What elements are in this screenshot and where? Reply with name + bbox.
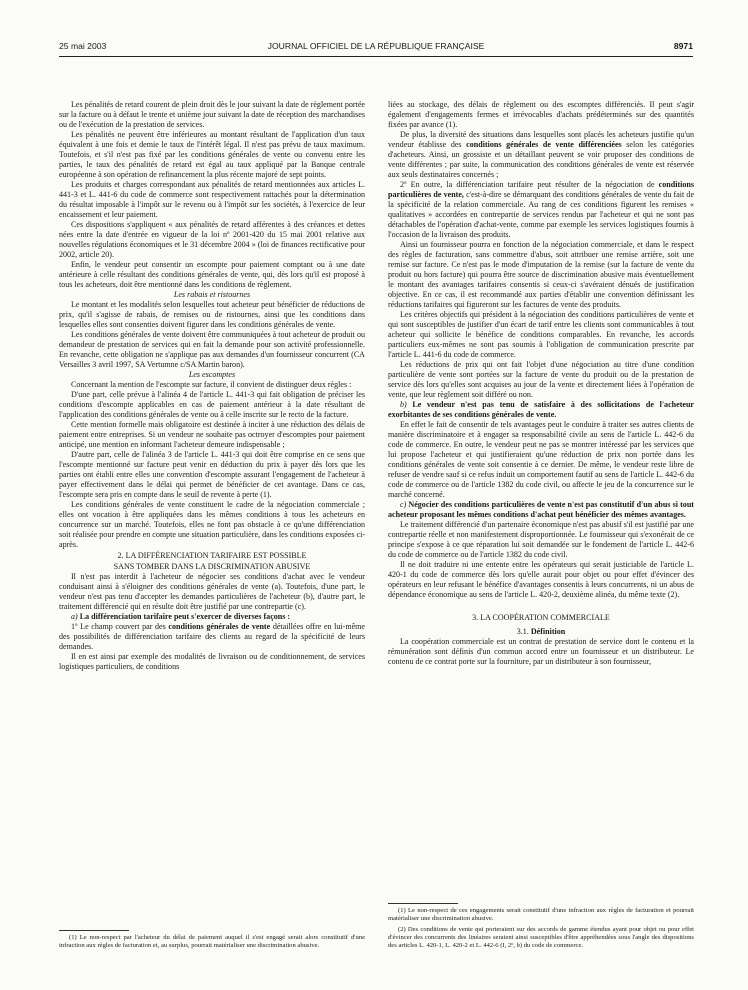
footnote: (1) Le non-respect par l'acheteur du délai de paiement auquel il s'est engagé serait alors constitutif d'une infraction aux règles de facturation et, au surplus, pourrait matérialiser une discrimination abusive. [59, 934, 365, 950]
subsection-heading-3-1: 3.1. Définition [516, 627, 566, 636]
paragraph: En effet le fait de consentir de tels avantages peut le conduire à traiter ses autres clients de manière discriminatoire et à engager sa responsabilité civile au sens de l'article L. 442-6 du code de commerce. En outre, le vendeur peut ne pas se montrer intéressé par les services que lui propose l'acheteur et qui justifieraient qu'une réduction de prix non portée dans les conditions générales de vente soit consentie à ce dernier. De même, le vendeur reste libre de refuser de vendre sauf si ce refus induit un comportement fautif au sens de l'article L. 442-6 du code de commerce ou de l'article 1382 du code civil, ou affecte le jeu de la concurrence sur le marché concerné. [388, 420, 694, 499]
paragraph: Les critères objectifs qui président à la négociation des conditions particulières de vente et qui sont susceptibles de justifier d'un écart de tarif entre les clients sont communicables à tout acheteur qui sollicite le bénéfice de conditions comparables. En revanche, les accords particuliers eux-mêmes ne sont pas soumis à l'obligation de communication prescrite par l'article L. 441-6 du code de commerce. [388, 310, 694, 359]
paragraph: Il n'est pas interdit à l'acheteur de négocier ses conditions d'achat avec le vendeur conduisant ainsi à s'éloigner des conditions générales de vente (a). Toutefois, d'une part, le vendeur n'est pas tenu d'accepter les demandes particulières de l'acheteur (b), d'autre part, le traitement différencié qui en résulte doit être justifié par une contrepartie (c). [59, 572, 365, 611]
subheading-rabais: Les rabais et ristournes [173, 290, 251, 299]
left-column [59, 100, 365, 672]
paragraph: 1º Le champ couvert par des conditions générales de vente détaillées offre en lui-même des possibilités de différenciation tarifaire des clients au regard de la spécificité de leurs demandes. [59, 622, 366, 651]
header-rule [59, 56, 693, 57]
footnote-rule [59, 930, 129, 931]
paragraph: Les conditions générales de vente constituent le cadre de la négociation commerciale ; elles ont vocation à être appliquées dans les mêmes conditions à tous les acheteurs en concurrence sur un marché. Toutefois, elles ne font pas obstacle à ce qu'une différenciation soit réalisée pour prendre en compte une situation particulière, dans les conditions exposées ci-après. [59, 500, 365, 549]
paragraph: 2º En outre, la différenciation tarifaire peut résulter de la négociation de conditions particulières de vente, c'est-à-dire se démarquant des conditions générales de vente du fait de la spécificité de la relation commerciale. Au rang de ces conditions figurent les remises « qualitatives » accordées en contrepartie de services rendus par l'acheteur et qui ne sont pas détachables de l'opération d'achat-vente, comme par exemple les services logistiques fournis à l'occasion de la livraison des produits. [388, 180, 695, 239]
paragraph: liées au stockage, des délais de règlement ou des escomptes différenciés. Il peut s'agir également d'engagements fermes et irrévocables d'achats prédéterminés sur des quantités fixées par avance (1). [388, 100, 694, 129]
section-heading-line: 2. LA DIFFÉRENCIATION TARIFAIRE EST POSSIBLE [117, 551, 307, 560]
paragraph: Il en est ainsi par exemple des modalités de livraison ou de conditionnement, de services logistiques particuliers, de conditions [59, 652, 365, 671]
paragraph: Cette mention formelle mais obligatoire est destinée à inciter à une réduction des délais de paiement entre entreprises. Si un vendeur ne souhaite pas octroyer d'escomptes pour paiement anticipé, une mention en informant l'acheteur demeure indispensable ; [59, 420, 365, 449]
paragraph: Enfin, le vendeur peut consentir un escompte pour paiement comptant ou à une date antérieure à celle résultant des conditions générales de vente, qui, dès lors qu'il est proposé à tous les acheteurs, doit être mentionné dans les conditions de règlement. [59, 260, 365, 289]
footnote-rule [388, 903, 458, 904]
header-page-number: 8971 [673, 41, 693, 51]
paragraph: Ainsi un fournisseur pourra en fonction de la négociation commerciale, et dans le respect des règles de facturation, sans commettre d'abus, soit attribuer une remise arrière, soit une remise sur facture. Ce n'est pas le mode d'imputation de la remise (sur la facture de vente du produit ou hors facture) qui pourra être source de discrimination abusive mais éventuellement le montant des avantages tarifaires consentis si ceux-ci s'avéraient dénués de justification objective. En ce cas, il est recommandé aux parties d'établir une convention définissant les réductions tarifaires qui figureront sur les factures de vente des produits. [388, 240, 694, 309]
paragraph: Il ne doit traduire ni une entente entre les opérateurs qui serait justiciable de l'article L. 420-1 du code de commerce dès lors qu'elle aurait pour objet ou pour effet d'évincer des opérateurs en leur refusant le bénéfice d'avantages consentis à leurs concurrents, ni un abus de dépendance économique au sens de l'article L. 420-2, deuxième alinéa, du même texte (2). [388, 560, 694, 599]
point-b: b) Le vendeur n'est pas tenu de satisfaire à des sollicitations de l'acheteur exorbitantes de ses conditions générales de vente. [388, 400, 694, 419]
paragraph: Ces dispositions s'appliquent « aux pénalités de retard afférentes à des créances et dettes nées entre la date d'entrée en vigueur de la loi nº 2001-420 du 15 mai 2001 relative aux nouvelles régulations économiques et le 31 décembre 2004 » (loi de finances rectificative pour 2002, article 20). [59, 220, 365, 259]
right-column [388, 100, 694, 667]
paragraph: Le traitement différencié d'un partenaire économique n'est pas abusif s'il est justifié par une contrepartie réelle et non manifestement disproportionnée. Le fournisseur qui s'exonérait de ce principe s'expose à ce que réparation lui soit demandée sur le fondement de l'article L. 442-6 du code de commerce ou de l'article 1382 du code civil. [388, 520, 695, 559]
page-header [59, 41, 693, 55]
right-footnotes [388, 903, 694, 952]
footnote: (1) Le non-respect de ces engagements serait constitutif d'une infraction aux règles de facturation et pourrait matérialiser une discrimination abusive. [388, 907, 694, 923]
point-a: a) La différenciation tarifaire peut s'exercer de diverses façons : [71, 612, 291, 621]
section-heading-line: SANS TOMBER DANS LA DISCRIMINATION ABUSIVE [113, 562, 311, 571]
paragraph: Les conditions générales de vente doivent être communiquées à tout acheteur de produit ou demandeur de prestation de services qui en fait la demande pour son activité professionnelle. En revanche, cette obligation ne s'applique pas aux demandes d'un fournisseur concurrent (CA Versailles 3 avril 1997, SA Vertumne c/SA Martin baron). [59, 330, 365, 369]
paragraph: Les pénalités de retard courent de plein droit dès le jour suivant la date de règlement portée sur la facture ou à défaut le trente et unième jour suivant la date de réception des marchandises ou de l'exécution de la prestation de services. [59, 100, 365, 129]
paragraph: De plus, la diversité des situations dans lesquelles sont placés les acheteurs justifie qu'un vendeur établisse des conditions générales de vente différenciées selon les catégories d'acheteurs. Ainsi, un grossiste et un détaillant peuvent se voir proposer des conditions de vente différentes ; par suite, la communication des conditions générales de vente est réservée aux seuls destinataires concernés ; [388, 130, 695, 179]
footnote: (2) Des conditions de vente qui porteraient sur des accords de gamme étendus ayant pour objet ou pour effet d'évincer des concurrents des linéaires seraient ainsi susceptibles d'être appréhendées sous l'angle des dispositions des articles L. 420-1, L. 420-2 et L. 442-6 (I, 2º, b) du code de commerce. [388, 925, 694, 950]
section-heading-2 [59, 550, 365, 572]
paragraph: Concernant la mention de l'escompte sur facture, il convient de distinguer deux règles : [71, 380, 352, 389]
subheading-escomptes: Les escomptes [188, 370, 236, 379]
section-heading-3: 3. LA COOPÉRATION COMMERCIALE [472, 613, 610, 622]
header-journal-title: JOURNAL OFFICIEL DE LA RÉPUBLIQUE FRANÇAISE [267, 41, 485, 51]
paragraph: Le montant et les modalités selon lesquelles tout acheteur peut bénéficier de réductions de prix, qu'il s'agisse de rabais, de remises ou de ristournes, ainsi que les conditions dans lesquelles elles sont consenties doivent figurer dans les conditions générales de vente. [59, 300, 365, 329]
paragraph: Les réductions de prix qui ont fait l'objet d'une négociation au titre d'une condition particulière de vente sont portées sur la facture de vente du produit ou de la prestation de service dès lors qu'elles sont acquises au jour de la vente et directement liées à l'opération de vente, que leur règlement soit différé ou non. [388, 360, 694, 399]
paragraph: D'une part, celle prévue à l'alinéa 4 de l'article L. 441-3 qui fait obligation de préciser les conditions d'escompte applicables en cas de paiement antérieur à la date résultant de l'application des conditions générales de vente ou à celle inscrite sur le recto de la facture. [59, 390, 365, 419]
point-c: c) Négocier des conditions particulières de vente n'est pas constitutif d'un abus si tout acheteur proposant les mêmes conditions d'achat peut bénéficier des mêmes avantages. [388, 500, 694, 519]
paragraph: La coopération commerciale est un contrat de prestation de service dont le contenu et la rémunération sont définis d'un commun accord entre un fournisseur et un distributeur. Le contenu de ce contrat porte sur la fourniture, par un distributeur à son fournisseur, [388, 637, 694, 666]
paragraph: Les produits et charges correspondant aux pénalités de retard mentionnées aux articles L. 441-3 et L. 441-6 du code de commerce sont respectivement rattachés pour la détermination du résultat imposable à l'impôt sur le revenu ou à l'impôt sur les sociétés, à l'exercice de leur encaissement et leur paiement. [59, 180, 365, 219]
header-date: 25 mai 2003 [59, 41, 107, 51]
left-footnotes [59, 930, 365, 953]
paragraph: D'autre part, celle de l'alinéa 3 de l'article L. 441-3 qui doit être comprise en ce sens que l'escompte mentionné sur facture peut venir en déduction du prix à payer dès lors que les parties ont établi entre elles une convention d'escompte assurant l'engagement de l'acheteur à payer effectivement dans le délai qui permet de bénéficier de cet avantage. Dans ce cas, l'escompte sera pris en compte dans le seuil de revente à perte (1). [59, 450, 365, 499]
paragraph: Les pénalités ne peuvent être inférieures au montant résultant de l'application d'un taux équivalent à une fois et demie le taux de l'intérêt légal. Il n'est pas prévu de taux maximum. Toutefois, et s'il n'est pas fixé par les conditions générales de vente ou convenu entre les parties, le taux des pénalités de retard est égal au taux appliqué par la Banque centrale européenne à son opération de refinancement la plus récente majoré de sept points. [59, 130, 365, 179]
